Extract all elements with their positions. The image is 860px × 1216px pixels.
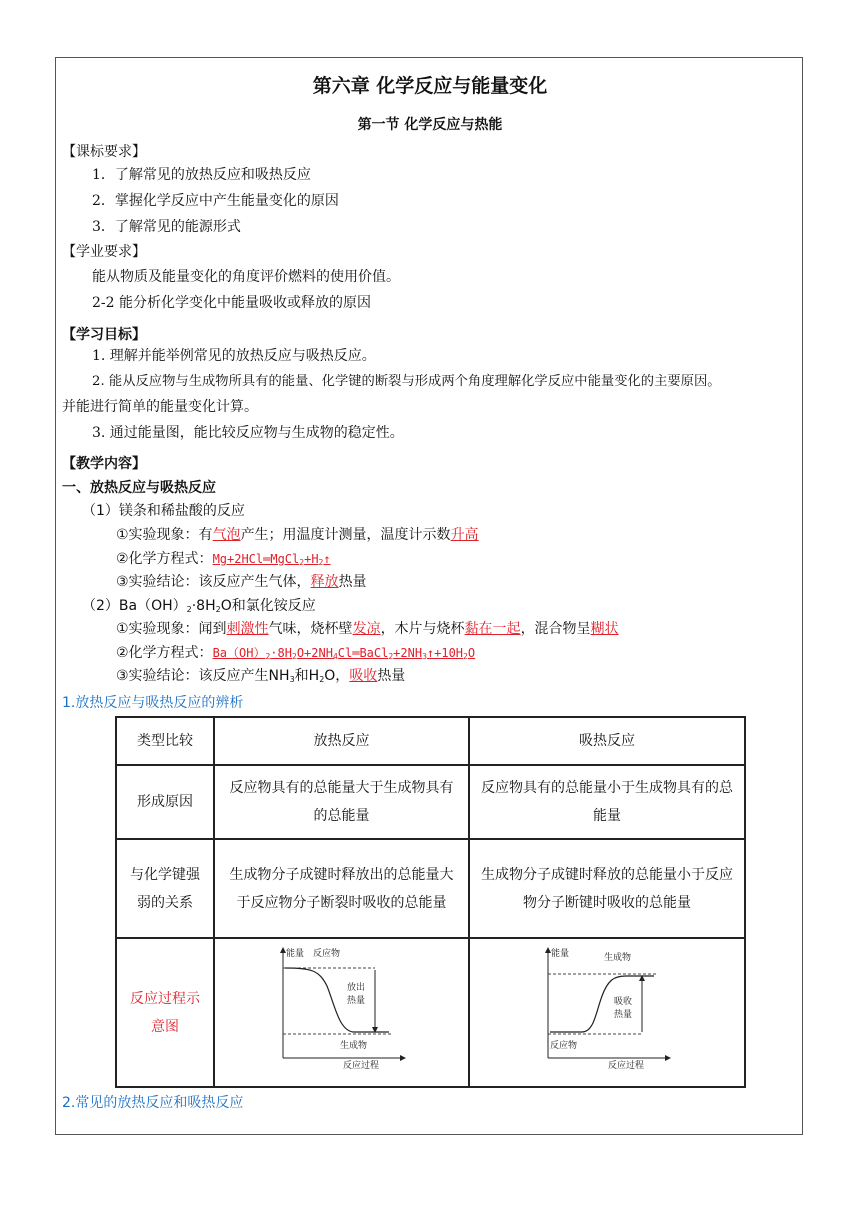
objective-3: 3. 通过能量图，能比较反应物与生成物的稳定性。 [92, 425, 404, 441]
comparison-table [115, 716, 746, 1088]
energy-curve [285, 968, 389, 1032]
eq-sub: 2 [463, 652, 468, 661]
answer-blank: 糊状 [590, 621, 619, 637]
text: 产生；用温度计测量，温度计示数 [240, 527, 451, 543]
answer-blank: 释放 [310, 574, 339, 590]
eq-part: ↑ [323, 552, 331, 566]
text: O， [324, 668, 350, 684]
eq-sub: 2 [388, 652, 394, 661]
y-axis-label: 能量 [551, 948, 570, 959]
equation-answer [213, 552, 331, 566]
eq-part: O+2NH [296, 646, 333, 660]
heat-label-line-2: 热量 [346, 995, 365, 1006]
eq-part: Ba（OH） [212, 646, 266, 660]
answer-blank: 吸收 [349, 668, 378, 684]
x-axis-label: 反应过程 [608, 1060, 645, 1070]
section-title: 第一节 化学反应与热能 [357, 117, 503, 133]
eq-part: ↑+10H [426, 646, 464, 660]
eq-sub: 2 [265, 652, 271, 661]
text: O和氯化铵反应 [220, 598, 316, 614]
exo-cell: 生成物分子成键时释放出的总能量大于反应物分子断裂时吸收的总能量 [214, 839, 469, 938]
section-1-heading: 一、放热反应与吸热反应 [62, 480, 216, 496]
sub: 2 [319, 675, 325, 684]
eq-part: O [467, 646, 476, 660]
objectives-heading: 【学习目标】 [62, 327, 146, 343]
answer-blank: 黏在一起 [464, 621, 521, 637]
endo-cell: 反应物具有的总能量小于生成物具有的总能量 [469, 765, 745, 839]
reactant-label: 反应物 [312, 948, 340, 959]
curriculum-heading: 【课标要求】 [62, 144, 146, 160]
objective-2-line-2: 并能进行简单的能量变化计算。 [62, 399, 258, 415]
text: ③实验结论：该反应产生气体， [116, 574, 311, 590]
text: ③实验结论：该反应产生NH [116, 668, 290, 684]
table-header-row [116, 717, 745, 765]
eq-sub: 2 [318, 558, 324, 567]
text: 和H [294, 668, 320, 684]
product-label: 生成物 [604, 952, 632, 963]
text: ·8H [191, 598, 216, 614]
heat-label-line-1: 放出 [346, 982, 365, 993]
eq-sub: 3 [422, 652, 427, 661]
endo-cell: 生成物分子成键时释放的总能量小于反应物分子断键时吸收的总能量 [469, 839, 745, 938]
exothermic-energy-diagram [277, 946, 407, 1070]
text: ②化学方程式： [116, 645, 213, 661]
eq-part: ·8H [270, 646, 292, 660]
header-cell: 放热反应 [214, 717, 469, 765]
text: ①实验现象：有 [116, 527, 213, 543]
sub: 2 [215, 605, 221, 614]
subsection-2-heading: 2.常见的放热反应和吸热反应 [62, 1095, 244, 1111]
endo-diagram-cell [469, 938, 745, 1087]
sub: 3 [289, 675, 295, 684]
curriculum-item-3: 3．了解常见的能源形式 [92, 219, 241, 235]
text: 气味，烧杯壁 [268, 621, 353, 637]
academic-item-2: 2-2 能分析化学变化中能量吸收或释放的原因 [92, 295, 371, 311]
academic-item-1: 能从物质及能量变化的角度评价燃料的使用价值。 [92, 269, 400, 285]
product-label: 生成物 [339, 1040, 367, 1051]
eq-part: Mg+2HCl═MgCl [212, 552, 300, 566]
reactant-label: 反应物 [550, 1040, 578, 1051]
experiment-2-equation [116, 644, 475, 662]
answer-blank: 气泡 [212, 527, 241, 543]
objective-1: 1. 理解并能举例常见的放热反应与吸热反应。 [92, 348, 376, 364]
text: ，木片与烧杯 [380, 621, 465, 637]
row-label: 形成原因 [116, 765, 214, 839]
eq-sub: 2 [299, 558, 305, 567]
row-label: 反应过程示意图 [116, 938, 214, 1087]
y-axis-label: 能量 [285, 948, 304, 959]
content-heading: 【教学内容】 [62, 456, 146, 472]
page-title: 第六章 化学反应与能量变化 [312, 75, 548, 97]
experiment-2-conclusion [116, 667, 405, 685]
academic-heading: 【学业要求】 [62, 244, 146, 260]
eq-sub: 4 [332, 652, 338, 661]
table-row [116, 765, 745, 839]
curriculum-item-1: 1．了解常见的放热反应和吸热反应 [92, 167, 311, 183]
equation-answer [213, 646, 476, 660]
text: 热量 [377, 668, 406, 684]
eq-part: Cl═BaCl [337, 646, 389, 660]
experiment-1-equation [116, 550, 331, 568]
sub: 2 [186, 605, 192, 614]
table-row [116, 839, 745, 938]
subsection-1-heading: 1.放热反应与吸热反应的辨析 [62, 695, 244, 711]
x-axis-label: 反应过程 [342, 1060, 379, 1070]
eq-part: +H [304, 552, 319, 566]
text: ②化学方程式： [116, 551, 213, 567]
row-label: 与化学键强弱的关系 [116, 839, 214, 938]
experiment-2-title [82, 597, 316, 615]
header-cell: 吸热反应 [469, 717, 745, 765]
text: （2）Ba（OH） [82, 598, 187, 614]
exo-cell: 反应物具有的总能量大于生成物具有的总能量 [214, 765, 469, 839]
experiment-2-observation [116, 620, 619, 638]
eq-sub: 2 [291, 652, 297, 661]
answer-blank: 发凉 [352, 621, 381, 637]
endothermic-energy-diagram [542, 946, 672, 1070]
eq-part: +2NH [393, 646, 423, 660]
heat-label-line-2: 热量 [614, 1009, 633, 1020]
objective-2-line-1: 2. 能从反应物与生成物所具有的能量、化学键的断裂与形成两个角度理解化学反应中能量变化的主要原因。 [92, 374, 721, 389]
text: 热量 [338, 574, 367, 590]
curriculum-item-2: 2．掌握化学反应中产生能量变化的原因 [92, 193, 339, 209]
experiment-1-title: （1）镁条和稀盐酸的反应 [82, 503, 245, 519]
text: ①实验现象：闻到 [116, 621, 227, 637]
experiment-1-conclusion [116, 573, 367, 591]
exo-diagram-cell [214, 938, 469, 1087]
header-cell: 类型比较 [116, 717, 214, 765]
text: ，混合物呈 [520, 621, 591, 637]
answer-blank: 升高 [450, 527, 479, 543]
table-row [116, 938, 745, 1087]
answer-blank: 刺激性 [226, 621, 269, 637]
energy-curve [550, 976, 654, 1032]
experiment-1-observation [116, 526, 479, 544]
heat-label-line-1: 吸收 [614, 996, 633, 1007]
